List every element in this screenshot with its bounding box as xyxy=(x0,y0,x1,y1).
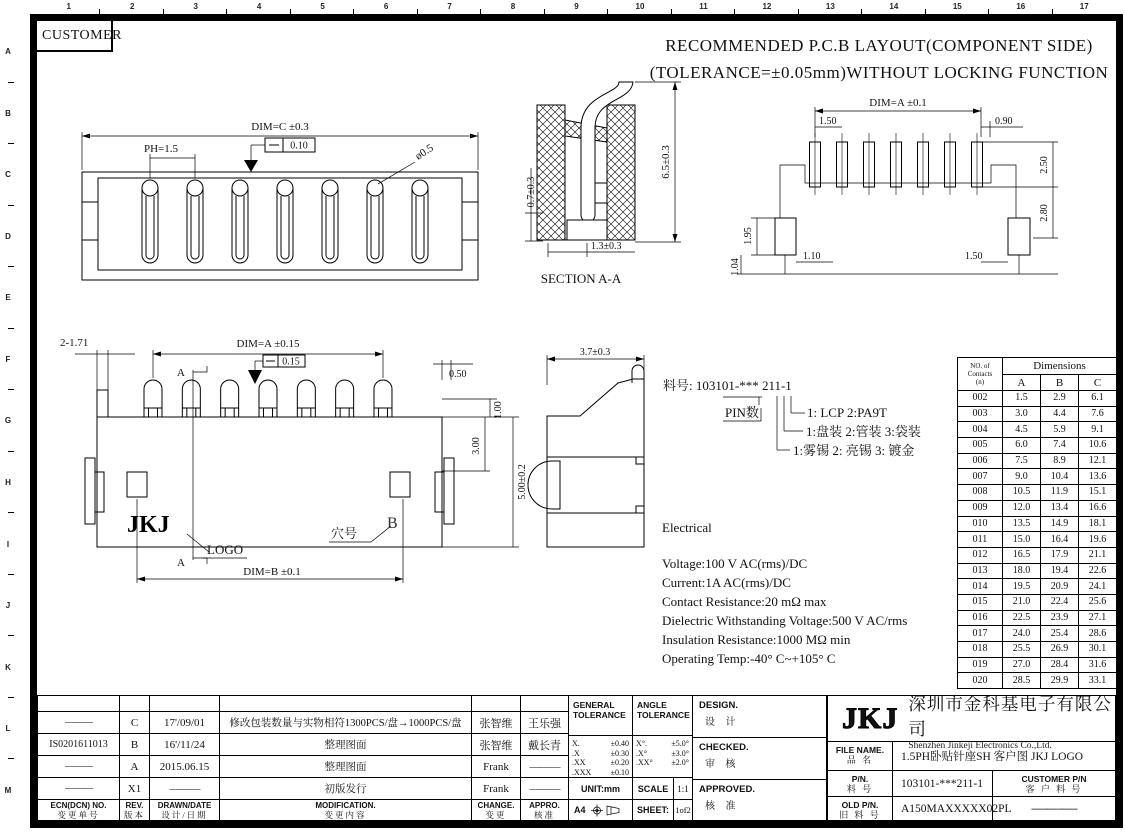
customer-pn-label: CUSTOMER P/N 客 户 料 号 xyxy=(992,770,1116,797)
dims-table-row: 019 27.0 28.4 31.6 xyxy=(958,657,1117,673)
frame-row-label: D xyxy=(2,206,14,268)
design-cell: DESIGN. 设 计 xyxy=(692,695,827,738)
angle-tolerance-header: ANGLE TOLERANCE xyxy=(632,695,693,736)
frame-row-label: C xyxy=(2,144,14,206)
packing-options: 1:盘装 2:管装 3:袋装 xyxy=(806,424,921,439)
frame-col-label: 10 xyxy=(608,2,671,14)
tv-dim-300: 3.00 xyxy=(471,437,482,455)
dims-table-row: 012 16.5 17.9 21.1 xyxy=(958,547,1117,563)
third-angle-projection-icon xyxy=(590,804,622,817)
frame-col-label: 12 xyxy=(735,2,798,14)
contacts-header: NO. of Contacts (n) xyxy=(958,358,1003,391)
front-view-drawing xyxy=(70,110,490,295)
dims-table-row: 017 24.0 25.4 28.6 xyxy=(958,626,1117,642)
tv-dim-a: DIM=A ±0.15 xyxy=(236,338,300,350)
unit-cell: UNIT:mm xyxy=(568,777,633,800)
pcb-dim-a: DIM=A ±0.1 xyxy=(869,97,927,109)
top-view-drawing xyxy=(35,332,540,604)
pn-label: P/N. 料 号 xyxy=(827,770,893,797)
electrical-line: Dielectric Withstanding Voltage:500 V AC/rms xyxy=(662,613,908,628)
frame-row-label: M xyxy=(4,785,12,795)
pcb-title-line2: (TOLERANCE=±0.05mm)WITHOUT LOCKING FUNCTION xyxy=(649,63,1109,82)
dimensions-table xyxy=(957,357,1116,692)
frame-col-label: 13 xyxy=(799,2,862,14)
pcb-dim-195: 1.95 xyxy=(743,227,754,245)
flatness-value: 0.10 xyxy=(290,140,308,152)
revision-row: ——— A 2015.06.15 整理图面 Frank ——— xyxy=(38,756,569,778)
old-pn-value: A150MAXXXXX02PL xyxy=(892,796,993,821)
electrical-line: Current:1A AC(rms)/DC xyxy=(662,575,791,590)
dims-table-row: 011 15.0 16.4 19.6 xyxy=(958,532,1117,548)
tv-hole-value: B xyxy=(387,515,398,532)
dims-table-row: 010 13.5 14.9 18.1 xyxy=(958,516,1117,532)
pcb-dim-110: 1.10 xyxy=(803,251,821,262)
frame-col-label: 8 xyxy=(481,2,544,14)
pcb-pads xyxy=(810,133,983,195)
electrical-line: Voltage:100 V AC(rms)/DC xyxy=(662,556,808,571)
frame-row-label: E xyxy=(2,267,14,329)
frame-col-label: 11 xyxy=(672,2,735,14)
frame-col-label: 17 xyxy=(1079,2,1089,11)
tv-dim-2171: 2-1.71 xyxy=(60,337,89,349)
general-tolerance-header: GENERAL TOLERANCE xyxy=(568,695,633,736)
frame-row-ruler xyxy=(2,21,14,821)
customer-pn-value: ——— xyxy=(992,796,1116,821)
dims-table-row: 016 22.5 23.9 27.1 xyxy=(958,610,1117,626)
pcb-dim-090: 0.90 xyxy=(995,116,1013,127)
frame-col-label: 16 xyxy=(989,2,1052,14)
section-dim-bottom: 1.3±0.3 xyxy=(591,241,622,252)
section-label: SECTION A-A xyxy=(540,271,622,286)
pcb-dim-280: 2.80 xyxy=(1039,204,1050,222)
pin-count-label: PIN数 xyxy=(725,405,759,420)
dims-table-row: 007 9.0 10.4 13.6 xyxy=(958,469,1117,485)
tv-hole-label: 穴号 xyxy=(331,526,358,541)
company-header xyxy=(827,694,1116,751)
frame-col-label: 4 xyxy=(227,2,290,14)
electrical-title: Electrical xyxy=(662,520,712,535)
approved-cell: APPROVED. 核 准 xyxy=(692,779,827,821)
file-name-label: FILE NAME. 品 名 xyxy=(827,741,893,771)
tv-dim-050: 0.50 xyxy=(449,369,467,380)
revision-blank-row xyxy=(38,696,569,712)
pcb-dim-250: 2.50 xyxy=(1039,156,1050,174)
dims-table-row: 008 10.5 11.9 15.1 xyxy=(958,485,1117,501)
frame-col-label: 3 xyxy=(164,2,227,14)
tv-logo-label: LOGO xyxy=(207,542,244,557)
dims-table-row: 006 7.5 8.9 12.1 xyxy=(958,453,1117,469)
company-logo: JKJ xyxy=(842,701,899,735)
dims-table-row: 005 6.0 7.4 10.6 xyxy=(958,438,1117,454)
tv-flatness-value: 0.15 xyxy=(282,356,300,368)
pcb-pitch: 1.50 xyxy=(819,116,837,127)
paper-size-cell: A4 xyxy=(568,799,633,821)
tv-dim-b: DIM=B ±0.1 xyxy=(243,566,301,578)
dims-table-row: 020 28.5 29.9 33.1 xyxy=(958,673,1117,689)
section-aa-drawing xyxy=(523,80,718,305)
frame-row-label: H xyxy=(2,452,14,514)
front-view-pins xyxy=(142,180,428,263)
frame-column-ruler xyxy=(37,2,1116,14)
frame-row-label: B xyxy=(2,83,14,145)
customer-title-box: CUSTOMER xyxy=(37,21,113,52)
part-number-block xyxy=(655,372,955,484)
electrical-line: Contact Resistance:20 mΩ max xyxy=(662,594,827,609)
col-a-header: A xyxy=(1003,375,1041,391)
dimensions-group-header: Dimensions xyxy=(1003,358,1117,375)
dims-table-row: 002 1.5 2.9 6.1 xyxy=(958,391,1117,407)
revision-row: IS0201611013 B 16'/11/24 整理图面 张智维 戴长青 xyxy=(38,734,569,756)
tv-dim-500: 5.00±0.2 xyxy=(517,464,528,500)
company-name-en: Shenzhen Jinkeji Electronics Co.,Ltd. xyxy=(908,741,1052,751)
frame-col-label: 6 xyxy=(354,2,417,14)
part-number-title: 料号: 103101-*** 211-1 xyxy=(663,378,792,393)
pcb-dim-104: 1.04 xyxy=(730,258,741,276)
frame-col-label: 9 xyxy=(545,2,608,14)
frame-col-label: 2 xyxy=(100,2,163,14)
frame-row-label: K xyxy=(2,636,14,698)
dims-table-row: 009 12.0 13.4 16.6 xyxy=(958,500,1117,516)
frame-col-label: 14 xyxy=(862,2,925,14)
revision-header-row: ECN(DCN) NO. 变更单号 REV. 版本 DRAWN/DATE 设计/日期 MODIFICATION. 变更内容 CHANGE. 变更 APPRO. 核准 xyxy=(38,800,569,821)
sheet-value-cell: 1of2 xyxy=(673,799,693,821)
section-dim-height: 6.5±0.3 xyxy=(660,145,672,179)
electrical-line: Operating Temp:-40° C~+105° C xyxy=(662,651,836,666)
electrical-specs xyxy=(662,518,964,668)
frame-col-label: 7 xyxy=(418,2,481,14)
tv-dim-100: 1.00 xyxy=(493,401,504,419)
tv-section-a-bottom: A xyxy=(177,557,185,569)
angle-tolerance-values: X°. ±5.0° .X° ±3.0° .XX° ±2.0° xyxy=(632,735,693,778)
col-c-header: C xyxy=(1079,375,1117,391)
sheet-label-cell: SHEET: xyxy=(632,799,674,821)
frame-row-label: J xyxy=(2,575,14,637)
pn-value: 103101-***211-1 xyxy=(892,770,993,797)
dims-table-row: 013 18.0 19.4 22.6 xyxy=(958,563,1117,579)
general-tolerance-values: X. ±0.40 .X ±0.30 .XX ±0.20 .XXX ±0.10 xyxy=(568,735,633,778)
plating-options: 1:雾锡 2: 亮锡 3: 镀金 xyxy=(793,443,915,458)
side-view-drawing xyxy=(540,345,655,603)
revision-row: ——— C 17'/09/01 修改包装数量与实物相符1300PCS/盘→1000PCS/盘 张智维 王乐强 xyxy=(38,712,569,734)
frame-row-label: F xyxy=(2,329,14,391)
scale-label-cell: SCALE xyxy=(632,777,674,800)
frame-row-label: G xyxy=(2,390,14,452)
dims-table-row: 015 21.0 22.4 25.6 xyxy=(958,594,1117,610)
material-options: 1: LCP 2:PA9T xyxy=(807,405,887,420)
frame-row-label: I xyxy=(2,513,14,575)
frame-row-label: L xyxy=(2,698,14,760)
pitch-label: PH=1.5 xyxy=(144,143,179,155)
tv-logo-text: JKJ xyxy=(127,512,170,538)
dim-c-label: DIM=C ±0.3 xyxy=(251,121,309,133)
checked-cell: CHECKED. 审 核 xyxy=(692,737,827,780)
dims-table-row: 018 25.5 26.9 30.1 xyxy=(958,642,1117,658)
frame-col-label: 5 xyxy=(291,2,354,14)
dims-table-row: 004 4.5 5.9 9.1 xyxy=(958,422,1117,438)
frame-row-label: A xyxy=(2,21,14,83)
revision-table xyxy=(37,695,568,821)
pcb-layout-title xyxy=(640,32,1118,86)
old-pn-label: OLD P/N. 旧 料 号 xyxy=(827,796,893,821)
pcb-dim-150: 1.50 xyxy=(965,251,983,262)
col-b-header: B xyxy=(1041,375,1079,391)
company-name-cn: 深圳市金科基电子有限公司 xyxy=(908,694,1112,739)
section-dim-left: 0.7±0.3 xyxy=(526,176,537,208)
frame-col-label: 1 xyxy=(37,2,100,14)
electrical-line: Insulation Resistance:1000 MΩ min xyxy=(662,632,851,647)
dims-table-row: 014 19.5 20.9 24.1 xyxy=(958,579,1117,595)
pin-diameter-label: ø0.5 xyxy=(413,141,436,163)
tv-section-a-top: A xyxy=(177,367,185,379)
file-name-value: 1.5PH卧贴针座SH 客户图 JKJ LOGO xyxy=(892,741,1116,771)
pcb-layout-drawing xyxy=(730,95,1068,295)
revision-row: ——— X1 ——— 初版发行 Frank ——— xyxy=(38,778,569,800)
pcb-title-line1: RECOMMENDED P.C.B LAYOUT(COMPONENT SIDE) xyxy=(665,36,1093,55)
top-view-pins xyxy=(144,380,392,417)
scale-value-cell: 1:1 xyxy=(673,777,693,800)
sv-dim-width: 3.7±0.3 xyxy=(579,347,611,358)
dims-table-row: 003 3.0 4.4 7.6 xyxy=(958,406,1117,422)
frame-col-label: 15 xyxy=(926,2,989,14)
